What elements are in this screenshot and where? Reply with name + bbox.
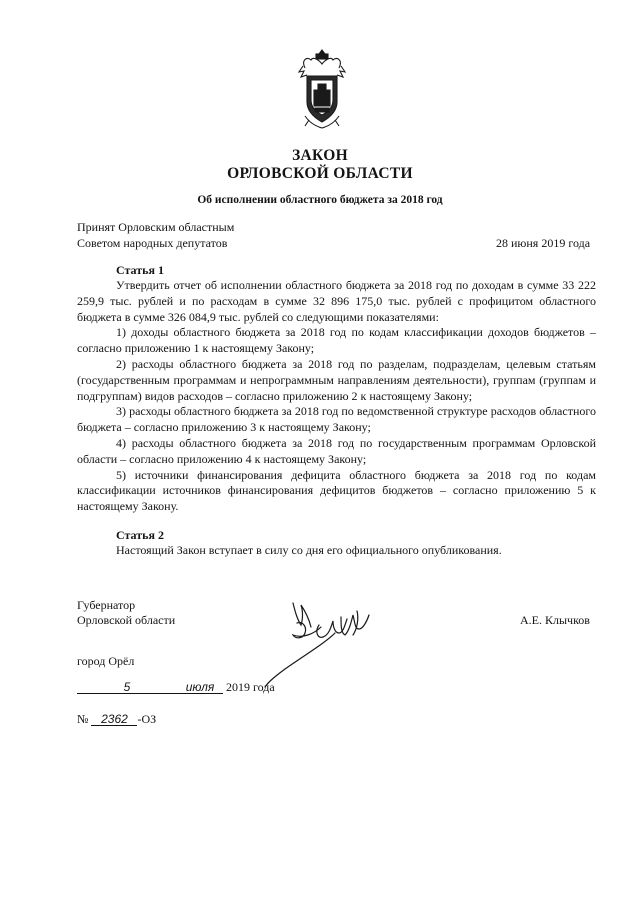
article-2-heading: Статья 2: [116, 528, 164, 542]
signatory-position-line2: Орловской области: [77, 613, 176, 627]
handwritten-signature: [253, 593, 378, 693]
signatory-position-line1: Губернатор: [77, 598, 136, 612]
adoption-date: 28 июня 2019 года: [496, 236, 591, 250]
signing-year: 2019 года: [226, 680, 275, 694]
adopted-by-line1: Принят Орловским областным: [77, 220, 235, 234]
article-1-item-1: 1) доходы областного бюджета за 2018 год по кодам классификации доходов бюджетов – согласно приложению 1 к настоящему Закону;: [77, 325, 596, 356]
adopted-by-line2: Советом народных депутатов: [77, 236, 228, 250]
article-1-body: [77, 278, 596, 515]
article-1-item-3: 3) расходы областного бюджета за 2018 год по ведомственной структуре расходов областного бюджета – согласно приложению 3 к настоящему Закону;: [77, 404, 596, 435]
article-1-item-4: 4) расходы областного бюджета за 2018 год по государственным программам Орловской области – согласно приложению 4 к настоящему Закону;: [77, 435, 596, 466]
coat-of-arms-emblem: [297, 46, 347, 132]
signing-month: июля: [177, 681, 223, 694]
law-region-title: ОРЛОВСКОЙ ОБЛАСТИ: [227, 165, 413, 182]
article-1-item-2: 2) расходы областного бюджета за 2018 год по разделам, подразделам, целевым статьям (государственным программам и непрограммным направлениям деятельности), группам (группам и подгруппам) видов расходов – согласно приложению 2 к настоящему Закону;: [77, 356, 596, 403]
signing-date: [77, 680, 275, 695]
article-1-intro: Утвердить отчет об исполнении областного бюджета за 2018 год по доходам в сумме 33 222 259,9 тыс. рублей и по расходам в сумме 32 896 175,0 тыс. рублей с профицитом областного бюджета в сумме 326 084,9 тыс. рублей со следующими показателями:: [77, 278, 596, 324]
signing-day: 5: [77, 681, 177, 694]
law-number: [77, 712, 156, 727]
signing-city: город Орёл: [77, 654, 135, 668]
law-subject: Об исполнении областного бюджета за 2018 год: [197, 194, 443, 206]
law-number-prefix: №: [77, 712, 89, 726]
article-1-item-5: 5) источники финансирования дефицита областного бюджета за 2018 год по кодам классификации источников финансирования дефицитов бюджетов – согласно приложению 5 к настоящему Закону.: [77, 467, 596, 514]
article-1-heading: Статья 1: [116, 263, 164, 277]
article-2-text: Настоящий Закон вступает в силу со дня его официального опубликования.: [116, 543, 502, 557]
law-number-value: 2362: [91, 713, 137, 726]
law-title: ЗАКОН: [292, 147, 348, 164]
signatory-name: А.Е. Клычков: [520, 613, 590, 627]
law-number-suffix: -ОЗ: [137, 712, 157, 726]
